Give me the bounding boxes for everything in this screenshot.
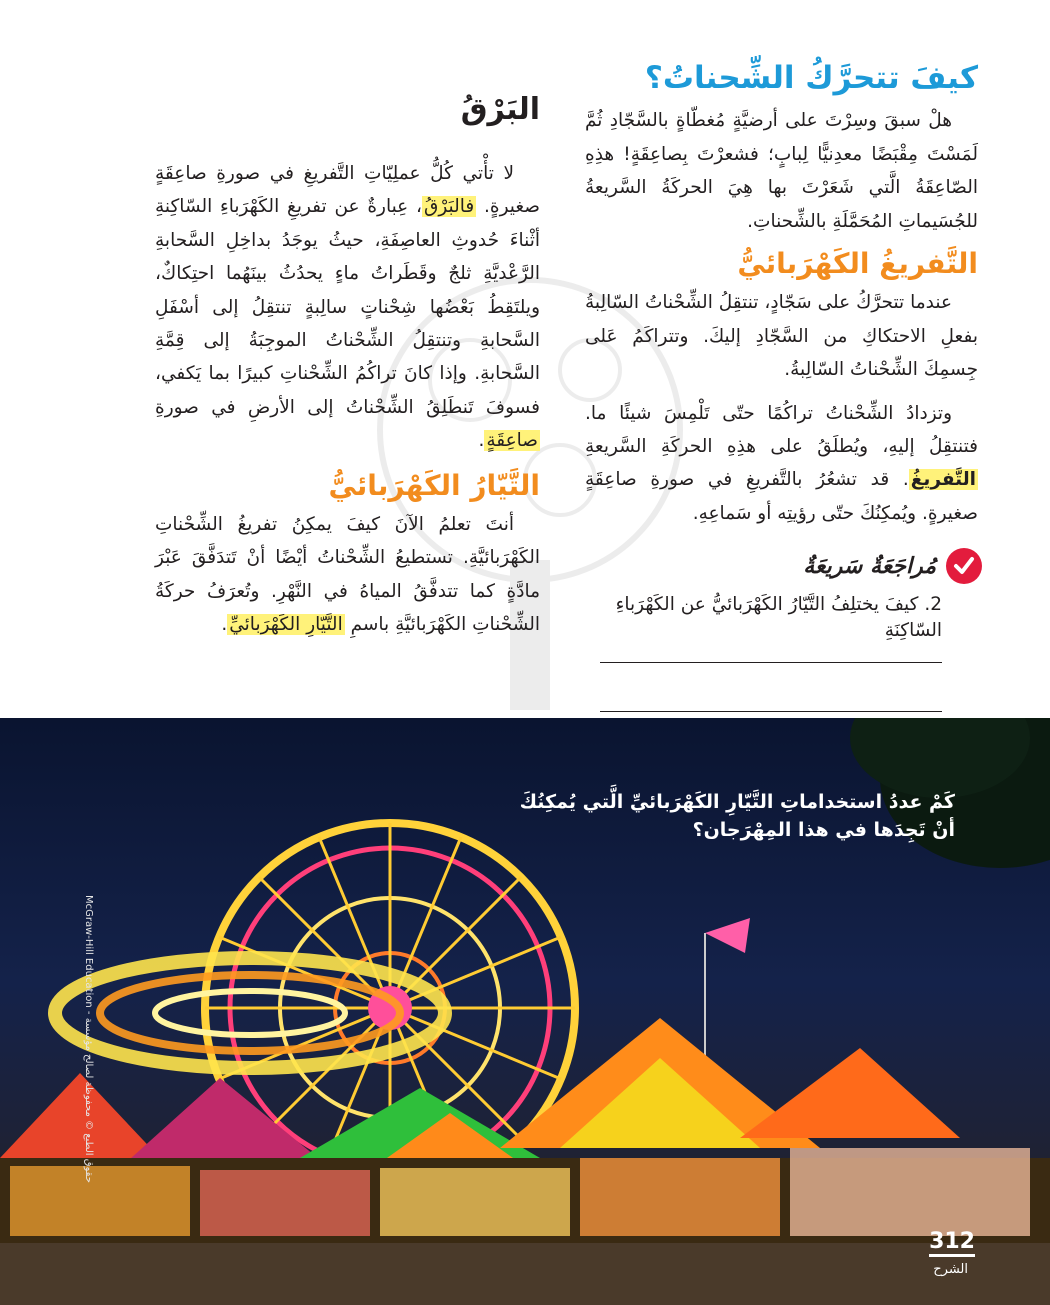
- quick-review: [560, 548, 982, 712]
- intro-paragraph: هلْ سبقَ وسِرْتَ على أرضيَّةٍ مُغطّاةٍ بالسَّجّادِ ثُمَّ لَمَسْتَ مِقْبَضًا معدِنيًّا لِبابٍ؛ فشعرْتَ بِصاعِقَةٍ! هذِهِ الصّاعِقَةُ الَّتي شَعَرْتَ بها هِيَ الحركَةُ السَّريعةُ للجُسَيماتِ المُحَمَّلَةِ بالشِّحناتِ.: [585, 110, 978, 232]
- quick-review-header: [560, 548, 982, 584]
- section-heading-lightning: البَرْقُ: [460, 92, 540, 127]
- answer-line-1[interactable]: [600, 662, 942, 663]
- photo-credit: McGraw-Hill Education - حقوق الطبع © محفوظة لصالح مؤسسة: [83, 895, 94, 1183]
- page-label: الشرح: [933, 1262, 968, 1277]
- current-paragraph: أنتَ تعلمُ الآنَ كيفَ يمكِنُ تفريغُ الشِّحْناتِ الكَهْرَبائيَّةِ. تستطيعُ الشِّحْناتُ أيْضًا أنْ تَتدَفَّقَ عَبْرَ مادَّةٍ كما تتدفَّقُ المياهُ في النَّهْرِ. وتُعرَفُ حركَةُ الشِّحْناتِ الكَهْرَبائيَّةِ باسمِ التَّيّارِ الكَهْرَبائيِّ.: [155, 514, 540, 636]
- term-shock: صاعِقَةٍ: [486, 430, 538, 452]
- answer-line-2[interactable]: [600, 711, 942, 712]
- discharge-paragraph-2: وتزدادُ الشِّحْناتُ تراكُمًا حتّى تَلْمِسَ شيئًا ما. فتنتقِلُ إليهِ، ويُطلَقُ على هذِهِ الحركَةِ السَّريعةِ التَّفريغُ. قد تشعُرُ بالتَّفريغِ في صورةِ صاعِقَةٍ صغيرةٍ. ويُمكِنُكَ حتّى رؤيتِه أو سَماعِهِ.: [585, 402, 978, 524]
- discharge-paragraph-1: عندما تتحرَّكُ على سَجّادٍ، تنتقِلُ الشِّحْناتُ السّالِبةُ بفعلِ الاحتكاكِ من السَّجّادِ إليكَ. وتتراكَمُ عَلى جِسمِكَ الشِّحْناتُ السّالِبةُ.: [585, 292, 978, 381]
- term-discharge: التَّفريغُ: [910, 469, 976, 491]
- page-title: كيفَ تتحرَّكُ الشِّحناتُ؟: [644, 60, 978, 96]
- term-electric-current: التَّيّارِ الكَهْرَبائيِّ: [229, 614, 343, 636]
- quick-review-title: مُراجَعَةٌ سَريعَةٌ: [803, 553, 936, 579]
- carnival-photo: [0, 718, 1050, 1305]
- term-lightning: فالبَرْقُ: [423, 196, 475, 218]
- page-number: 312: [929, 1230, 975, 1257]
- photo-caption: كَمْ عددُ استخداماتِ التَّيّارِ الكَهْرَبائيِّ الَّتي يُمكِنُكَ أنْ تَجِدَها في هذا المِهْرَجان؟: [519, 791, 955, 841]
- check-circle-icon: [946, 548, 982, 584]
- right-column: [585, 58, 978, 530]
- left-column: [155, 62, 540, 642]
- review-question: 2. كيفَ يختلِفُ التَّيّارُ الكَهْرَبائيُّ عن الكَهْرَباءِ السّاكِنَةِ: [615, 594, 942, 641]
- lightning-paragraph: لا تأْتي كُلُّ عملِيّاتِ التَّفريغِ في صورةِ صاعِقَةٍ صغيرةٍ. فالبَرْقُ، عِبارةٌ عن تفريغِ الكَهْرَباءِ السّاكِنةِ أثْناءَ حُدوثِ العاصِفَةِ، حيثُ يوجَدُ بداخِلِ السَّحابةِ الرَّعْديَّةِ ثلجٌ وقَطَراتُ ماءٍ يحدُثُ بينَهُما احتِكاكٌ، ويلتَقِطُ بَعْضُها شِحْناتٍ سالِبةٍ تنتقِلُ إلى أسْفَلِ السَّحابةِ وتنتقِلُ الشِّحْناتُ الموجِبَةُ إلى قِمَّةِ السَّحابةِ. وإذا كانَ تراكُمُ الشِّحْناتِ كبيرًا بما يَكفي، فسوفَ تَنطَلِقُ الشِّحْناتُ إلى الأرضِ في صورةِ صاعِقَةٍ.: [155, 163, 541, 452]
- section-heading-discharge: التَّفريغُ الكَهْرَبائيُّ: [737, 246, 978, 280]
- section-heading-current: التَّيّارُ الكَهْرَبائيُّ: [328, 468, 540, 502]
